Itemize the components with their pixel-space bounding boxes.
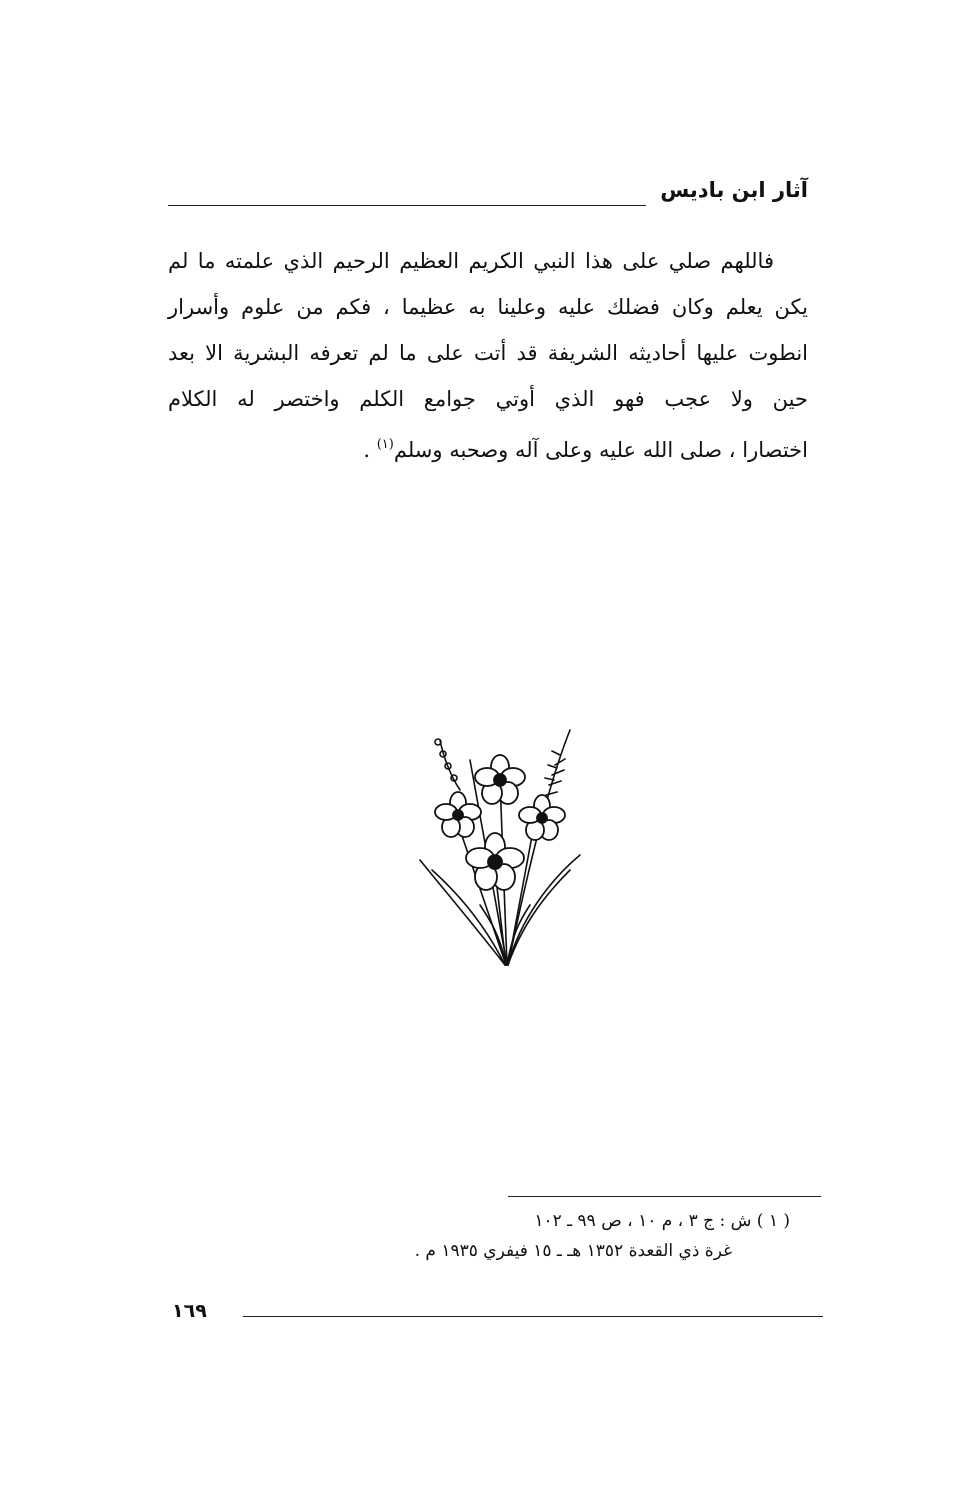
footnotes (260, 1206, 790, 1266)
footnote-rule (508, 1196, 821, 1197)
body-line-5-text: اختصارا ، صلى الله عليه وعلى آله وصحبه وسلم (393, 438, 808, 462)
end-mark: . (363, 438, 377, 462)
body-line-1: فاللهم صلي على هذا النبي الكريم العظيم الرحيم الذي علمته ما لم (168, 249, 774, 273)
flower-bouquet-icon (410, 720, 585, 975)
footnote-reference: (١) (376, 437, 394, 452)
footnote-line-2: غرة ذي القعدة ١٣٥٢ هـ ـ ١٥ فيفري ١٩٣٥ م . (414, 1241, 732, 1261)
header-title: آثار ابن باديس (660, 178, 808, 202)
page-number: ١٦٩ (172, 1300, 207, 1322)
running-header (168, 178, 808, 218)
bottom-rule (243, 1316, 823, 1317)
header-rule (168, 205, 646, 206)
body-paragraph (168, 238, 808, 473)
footnote-line-1: ( ١ ) ش : ج ٣ ، م ١٠ ، ص ٩٩ ـ ١٠٢ (534, 1211, 790, 1231)
body-line-4: حين ولا عجب فهو الذي أوتي جوامع الكلم واختصر له الكلام (168, 387, 808, 411)
body-line-3: انطوت عليها أحاديثه الشريفة قد أتت على ما لم تعرفه البشرية الا بعد (168, 341, 808, 365)
body-line-2: يكن يعلم وكان فضلك عليه وعلينا به عظيما ، فكم من علوم وأسرار (168, 295, 808, 319)
body-line-5 (168, 422, 808, 473)
